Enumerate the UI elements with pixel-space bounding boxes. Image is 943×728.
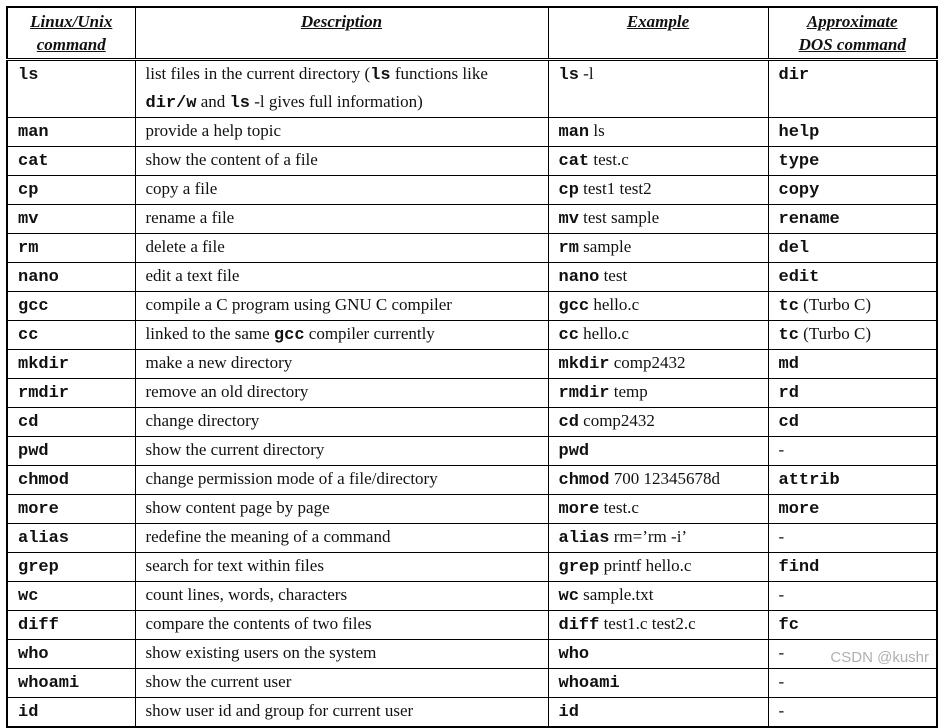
command-name: gcc — [18, 297, 49, 316]
example-command: nano — [558, 268, 600, 287]
dos-command-cell — [768, 205, 937, 234]
description-text: remove an old directory — [145, 382, 309, 401]
dos-command-cell — [768, 582, 937, 611]
description-text: change permission mode of a file/directory — [145, 469, 438, 488]
dos-command: md — [778, 355, 799, 374]
description-cell — [135, 350, 548, 379]
example-args: hello.c — [589, 295, 640, 314]
dos-command: rename — [778, 210, 840, 229]
example-command: mv — [558, 210, 579, 229]
example-args: rm=’rm -i’ — [609, 527, 688, 546]
command-cell — [7, 553, 135, 582]
command-cell — [7, 437, 135, 466]
command-name: nano — [18, 268, 59, 287]
example-command: man — [558, 123, 590, 142]
description-cell — [135, 205, 548, 234]
table-row — [7, 60, 937, 118]
description-cell — [135, 408, 548, 437]
description-text: show the current user — [145, 672, 292, 691]
example-command: gcc — [558, 297, 590, 316]
dos-command-cell — [768, 118, 937, 147]
example-command: id — [558, 703, 579, 722]
header-example: Example — [548, 7, 768, 60]
example-cell — [548, 292, 768, 321]
command-name: cd — [18, 413, 39, 432]
example-cell — [548, 176, 768, 205]
description-cell — [135, 495, 548, 524]
example-args: sample.txt — [578, 585, 654, 604]
dos-command-cell — [768, 147, 937, 176]
dos-command-cell — [768, 263, 937, 292]
example-command: cat — [558, 152, 590, 171]
example-args: 700 12345678d — [609, 469, 721, 488]
command-name: wc — [18, 587, 39, 606]
watermark: CSDN @kushr — [830, 649, 929, 666]
dos-command-cell — [768, 466, 937, 495]
dos-command-cell — [768, 524, 937, 553]
description-text: compare the contents of two files — [145, 614, 372, 633]
dos-command-cell — [768, 495, 937, 524]
command-name: mkdir — [18, 355, 70, 374]
table-row — [7, 205, 937, 234]
example-command: pwd — [558, 442, 590, 461]
description-text: compiler currently — [304, 324, 435, 343]
command-name: diff — [18, 616, 59, 635]
description-cell — [135, 147, 548, 176]
example-cell — [548, 147, 768, 176]
example-args: test1.c test2.c — [599, 614, 696, 633]
dos-command-cell — [768, 379, 937, 408]
description-text: and — [196, 92, 230, 111]
example-command: cd — [558, 413, 579, 432]
table-row — [7, 379, 937, 408]
example-command: whoami — [558, 674, 620, 693]
dos-command-cell — [768, 321, 937, 350]
command-name: ls — [18, 66, 39, 85]
header-linux-command-line2: command — [36, 35, 106, 54]
command-cell — [7, 292, 135, 321]
table-row — [7, 582, 937, 611]
dos-command: find — [778, 558, 820, 577]
command-cell — [7, 321, 135, 350]
description-cell — [135, 292, 548, 321]
header-dos-command-line2: DOS command — [798, 35, 906, 54]
dos-command: rd — [778, 384, 799, 403]
description-text: show existing users on the system — [145, 643, 377, 662]
dos-command-cell — [768, 176, 937, 205]
description-text: compile a C program using GNU C compiler — [145, 295, 452, 314]
description-text: list files in the current directory ( — [145, 64, 371, 83]
description-text: -l gives full information) — [249, 92, 423, 111]
example-cell — [548, 495, 768, 524]
command-name: grep — [18, 558, 59, 577]
description-cell — [135, 582, 548, 611]
description-cell — [135, 437, 548, 466]
example-command: diff — [558, 616, 600, 635]
description-text: copy a file — [145, 179, 218, 198]
example-cell — [548, 379, 768, 408]
dos-command-cell — [768, 611, 937, 640]
example-args: test.c — [599, 498, 639, 517]
table-row — [7, 495, 937, 524]
command-cell — [7, 263, 135, 292]
description-text: rename a file — [145, 208, 235, 227]
header-description: Description — [135, 7, 548, 60]
table-row — [7, 234, 937, 263]
description-code: dir/w — [145, 94, 197, 113]
dos-command: help — [778, 123, 820, 142]
command-cell — [7, 408, 135, 437]
dos-command: type — [778, 152, 820, 171]
description-text: show user id and group for current user — [145, 701, 414, 720]
description-text: show the current directory — [145, 440, 325, 459]
command-cell — [7, 495, 135, 524]
description-text: count lines, words, characters — [145, 585, 348, 604]
table-row — [7, 263, 937, 292]
description-text: linked to the same — [145, 324, 274, 343]
example-args: hello.c — [578, 324, 629, 343]
example-cell — [548, 118, 768, 147]
example-command: mkdir — [558, 355, 610, 374]
description-code: ls — [229, 94, 250, 113]
dos-command: cd — [778, 413, 799, 432]
example-cell — [548, 669, 768, 698]
dos-command: edit — [778, 268, 820, 287]
description-cell — [135, 698, 548, 728]
description-cell — [135, 553, 548, 582]
dos-command: tc — [778, 326, 799, 345]
command-cell — [7, 205, 135, 234]
table-row — [7, 466, 937, 495]
header-dos-command — [768, 7, 937, 60]
example-args: temp — [609, 382, 648, 401]
dos-note: (Turbo C) — [798, 295, 872, 314]
table-header — [7, 7, 937, 60]
table-row — [7, 669, 937, 698]
dos-command: tc — [778, 297, 799, 316]
command-cell — [7, 147, 135, 176]
dos-note: - — [778, 643, 785, 662]
description-cell — [135, 234, 548, 263]
example-cell — [548, 408, 768, 437]
example-command: chmod — [558, 471, 610, 490]
example-cell — [548, 205, 768, 234]
dos-command: attrib — [778, 471, 840, 490]
table-row — [7, 640, 937, 669]
command-name: who — [18, 645, 49, 664]
dos-command: copy — [778, 181, 820, 200]
description-cell — [135, 118, 548, 147]
command-cell — [7, 698, 135, 728]
description-text: redefine the meaning of a command — [145, 527, 391, 546]
table-row — [7, 147, 937, 176]
command-name: more — [18, 500, 59, 519]
dos-command-cell — [768, 60, 937, 118]
example-cell — [548, 524, 768, 553]
example-args: comp2432 — [578, 411, 655, 430]
example-cell — [548, 466, 768, 495]
dos-command-cell — [768, 408, 937, 437]
example-command: ls — [558, 66, 579, 85]
example-cell — [548, 60, 768, 118]
dos-command-cell — [768, 234, 937, 263]
description-cell — [135, 640, 548, 669]
command-name: man — [18, 123, 49, 142]
description-cell — [135, 263, 548, 292]
example-args: test1 test2 — [578, 179, 652, 198]
command-cell — [7, 669, 135, 698]
dos-command-cell — [768, 437, 937, 466]
dos-note: - — [778, 527, 785, 546]
table-row — [7, 292, 937, 321]
command-name: cp — [18, 181, 39, 200]
command-cell — [7, 611, 135, 640]
description-code: gcc — [273, 326, 305, 345]
description-text: functions like — [390, 64, 488, 83]
description-cell — [135, 321, 548, 350]
example-args: test — [599, 266, 628, 285]
dos-note: - — [778, 701, 785, 720]
command-cell — [7, 524, 135, 553]
dos-note: - — [778, 440, 785, 459]
example-cell — [548, 321, 768, 350]
dos-command-cell — [768, 553, 937, 582]
command-name: cc — [18, 326, 39, 345]
command-name: alias — [18, 529, 70, 548]
dos-command: more — [778, 500, 820, 519]
example-cell — [548, 234, 768, 263]
command-name: mv — [18, 210, 39, 229]
command-name: rm — [18, 239, 39, 258]
command-cell — [7, 640, 135, 669]
command-cell — [7, 234, 135, 263]
header-linux-command — [7, 7, 135, 60]
example-command: cp — [558, 181, 579, 200]
dos-note: - — [778, 672, 785, 691]
example-args: test.c — [589, 150, 629, 169]
description-cell — [135, 669, 548, 698]
description-cell — [135, 176, 548, 205]
dos-command: fc — [778, 616, 799, 635]
example-cell — [548, 582, 768, 611]
header-dos-command-line1: Approximate — [806, 12, 898, 31]
description-text: show content page by page — [145, 498, 330, 517]
command-cell — [7, 176, 135, 205]
example-args: sample — [578, 237, 632, 256]
table-row — [7, 176, 937, 205]
description-cell — [135, 466, 548, 495]
command-cell — [7, 466, 135, 495]
example-cell — [548, 437, 768, 466]
table-row — [7, 524, 937, 553]
example-cell — [548, 350, 768, 379]
description-cell — [135, 524, 548, 553]
table-row — [7, 350, 937, 379]
dos-command-cell — [768, 350, 937, 379]
command-name: cat — [18, 152, 49, 171]
table-row — [7, 437, 937, 466]
description-cell — [135, 60, 548, 118]
dos-command-cell — [768, 669, 937, 698]
table-row — [7, 611, 937, 640]
table-row — [7, 408, 937, 437]
table-row — [7, 698, 937, 728]
dos-command-cell — [768, 292, 937, 321]
command-cell — [7, 60, 135, 118]
table-row — [7, 118, 937, 147]
description-text: edit a text file — [145, 266, 240, 285]
example-command: who — [558, 645, 590, 664]
command-name: chmod — [18, 471, 70, 490]
example-cell — [548, 698, 768, 728]
command-table — [6, 6, 938, 728]
header-linux-command-line1: Linux/Unix — [30, 12, 113, 31]
dos-note: - — [778, 585, 785, 604]
description-text: show the content of a file — [145, 150, 318, 169]
description-cell — [135, 379, 548, 408]
example-args: test sample — [578, 208, 660, 227]
header-row — [7, 7, 937, 60]
description-text: provide a help topic — [145, 121, 281, 140]
description-code: ls — [370, 66, 391, 85]
description-text: make a new directory — [145, 353, 293, 372]
example-command: wc — [558, 587, 579, 606]
description-cell — [135, 611, 548, 640]
command-name: rmdir — [18, 384, 70, 403]
example-command: more — [558, 500, 600, 519]
command-name: id — [18, 703, 39, 722]
command-name: whoami — [18, 674, 80, 693]
table-row — [7, 321, 937, 350]
example-command: grep — [558, 558, 600, 577]
example-command: cc — [558, 326, 579, 345]
dos-note: (Turbo C) — [798, 324, 872, 343]
example-args: -l — [578, 64, 594, 83]
example-args: printf hello.c — [599, 556, 692, 575]
example-args: ls — [589, 121, 605, 140]
example-args: comp2432 — [609, 353, 686, 372]
dos-command: dir — [778, 66, 810, 85]
example-command: rm — [558, 239, 579, 258]
command-cell — [7, 379, 135, 408]
dos-command: del — [778, 239, 810, 258]
example-cell — [548, 553, 768, 582]
example-command: alias — [558, 529, 610, 548]
description-text: change directory — [145, 411, 260, 430]
description-text: delete a file — [145, 237, 225, 256]
description-text: search for text within files — [145, 556, 324, 575]
example-cell — [548, 611, 768, 640]
example-cell — [548, 263, 768, 292]
example-command: rmdir — [558, 384, 610, 403]
command-cell — [7, 118, 135, 147]
example-cell — [548, 640, 768, 669]
table-body — [7, 60, 937, 728]
command-name: pwd — [18, 442, 49, 461]
command-cell — [7, 582, 135, 611]
command-cell — [7, 350, 135, 379]
dos-command-cell — [768, 698, 937, 728]
table-row — [7, 553, 937, 582]
